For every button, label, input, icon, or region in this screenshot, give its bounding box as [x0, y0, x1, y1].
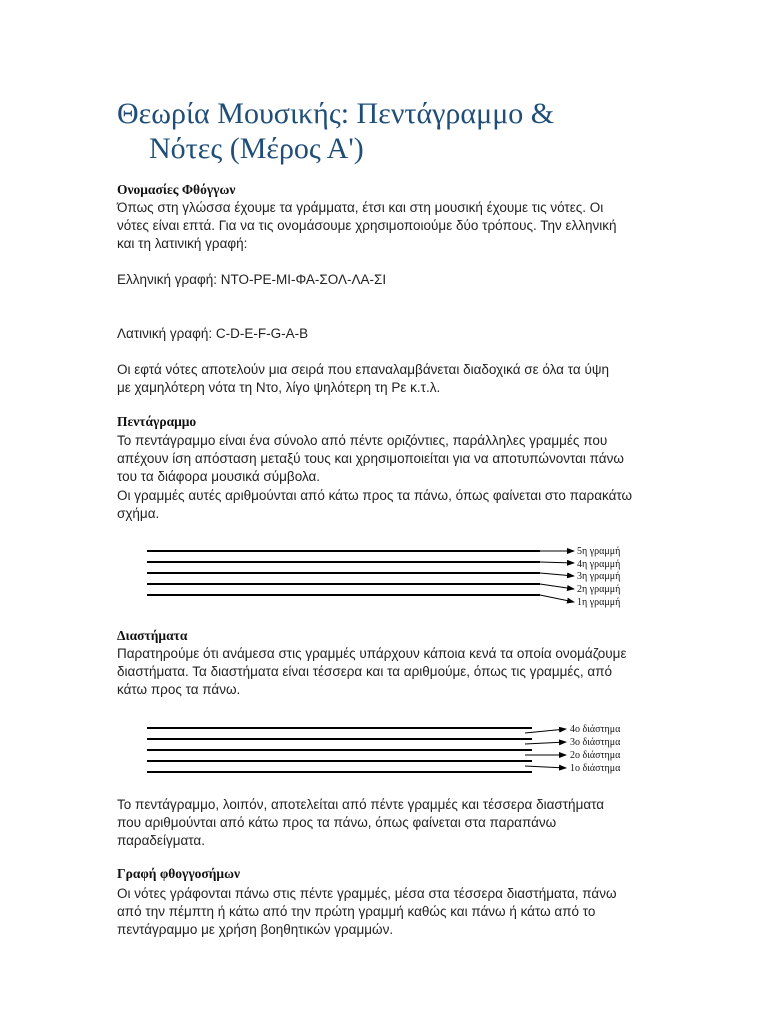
- heading-staff: Πεντάγραμμο: [117, 414, 197, 429]
- space-label-4: 4ο διάστημα: [570, 724, 621, 735]
- text-line: από την πέμπτη ή κάτω από την πρώτη γραμμή καθώς και πάνω ή κάτω από το: [117, 904, 596, 920]
- arrow: [525, 742, 566, 744]
- text-line: Παρατηρούμε ότι ανάμεσα στις γραμμές υπάρχουν κάποια κενά τα οποία ονομάζουμε: [117, 646, 627, 661]
- line-label-2: 2η γραμμή: [577, 584, 621, 595]
- line-label-1: 1η γραμμή: [577, 597, 621, 608]
- arrow: [540, 562, 574, 563]
- heading-spaces: Διαστήματα: [117, 628, 188, 643]
- paragraph-note-writing: [117, 885, 657, 940]
- text-line: του τα διάφορα μουσικά σύμβολα.: [117, 469, 321, 485]
- text-line: που αριθμούνται από κάτω προς τα πάνω, όπως φαίνεται στα παραπάνω: [117, 815, 557, 831]
- space-label-2: 2ο διάστημα: [570, 750, 621, 761]
- text-line: και τη λατινική γραφή:: [117, 236, 248, 252]
- arrow: [540, 573, 574, 576]
- text-line: Οι νότες γράφονται πάνω στις πέντε γραμμές, μέσα στα τέσσερα διαστήματα, πάνω: [117, 886, 617, 901]
- latin-notation: Λατινική γραφή: C-D-E-F-G-A-B: [117, 326, 309, 341]
- space-label-3: 3ο διάστημα: [570, 737, 621, 748]
- line-label-4: 4η γραμμή: [577, 559, 621, 570]
- staff-spaces-diagram: [140, 720, 640, 778]
- arrow: [540, 595, 574, 602]
- arrow: [540, 584, 574, 589]
- paragraph-staff-summary: [117, 796, 657, 851]
- line-label-5: 5η γραμμή: [577, 546, 621, 557]
- heading-note-writing: Γραφή φθογγοσήμων: [117, 866, 240, 881]
- text-line: παραδείγματα.: [117, 833, 205, 849]
- text-line: νότες είναι επτά. Για να τις ονομάσουμε χρησιμοποιούμε δύο τρόπους. Την ελληνική: [117, 218, 617, 234]
- title-line-1: Θεωρία Μουσικής: Πεντάγραμμο &: [117, 97, 555, 130]
- text-line: πεντάγραμμο με χρήση βοηθητικών γραμμών.: [117, 922, 394, 938]
- space-label-1: 1ο διάστημα: [570, 763, 621, 774]
- text-line: Το πεντάγραμμο είναι ένα σύνολο από πέντε οριζόντιες, παράλληλες γραμμές που: [117, 433, 608, 448]
- text-line: σχήμα.: [117, 505, 160, 521]
- arrow: [525, 729, 566, 733]
- text-line: κάτω προς τα πάνω.: [117, 682, 241, 698]
- text-line: διαστήματα. Τα διαστήματα είναι τέσσερα και τα αριθμούμε, όπως τις γραμμές, από: [117, 664, 613, 680]
- text-line: Όπως στη γλώσσα έχουμε τα γράμματα, έτσι και στη μουσική έχουμε τις νότες. Οι: [117, 200, 604, 215]
- heading-note-names: Ονομασίες Φθόγγων: [117, 182, 236, 197]
- line-label-3: 3η γραμμή: [577, 571, 621, 582]
- text-line: με χαμηλότερη νότα τη Ντο, λίγο ψηλότερη τη Ρε κ.τ.λ.: [117, 380, 441, 396]
- title-line-2: Νότες (Μέρος Α'): [149, 132, 364, 165]
- staff-lines-diagram: [140, 540, 640, 614]
- greek-notation: Ελληνική γραφή: ΝΤΟ-ΡΕ-ΜΙ-ΦΑ-ΣΟΛ-ΛΑ-ΣΙ: [117, 272, 387, 287]
- page-title: [117, 96, 717, 166]
- paragraph-staff: [117, 432, 657, 523]
- text-line: Το πεντάγραμμο, λοιπόν, αποτελείται από πέντε γραμμές και τέσσερα διαστήματα: [117, 797, 605, 812]
- text-line: απέχουν ίση απόσταση μεταξύ τους και χρησιμοποιείται για να αποτυπώνονται πάνω: [117, 451, 624, 467]
- paragraph-spaces: [117, 645, 657, 700]
- text-line: Οι εφτά νότες αποτελούν μια σειρά που επαναλαμβάνεται διαδοχικά σε όλα τα ύψη: [117, 362, 609, 377]
- arrow: [525, 766, 566, 768]
- paragraph-note-sequence: [117, 361, 657, 397]
- paragraph-note-names: [117, 199, 657, 254]
- text-line: Οι γραμμές αυτές αριθμούνται από κάτω προς τα πάνω, όπως φαίνεται στο παρακάτω: [117, 487, 633, 503]
